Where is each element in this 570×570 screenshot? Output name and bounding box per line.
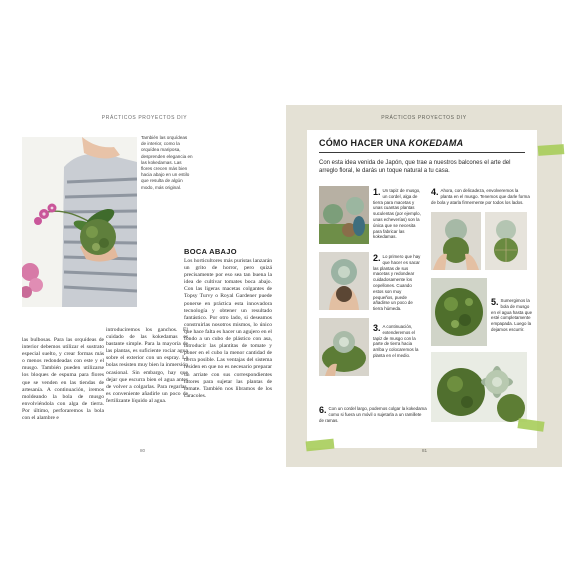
section-title: BOCA ABAJO xyxy=(184,247,237,256)
page-header: PRÁCTICOS PROYECTOS DIY xyxy=(381,115,467,121)
title-emphasis: KOKEDAMA xyxy=(408,138,464,148)
step-description: Lo primero que hay que hacer es sacar las plantas de sus macetas y redondear cuidadosamente los cepellones. Cuando estos son muy pequeños, puede añadirse un poco de tierra húmeda. xyxy=(373,254,421,312)
step-number: 5. xyxy=(491,297,499,307)
left-page xyxy=(8,105,281,467)
step-3-photo xyxy=(319,318,369,376)
step-4-text xyxy=(431,188,531,205)
tape-strip xyxy=(538,144,565,156)
step-description: A continuación, extenderemos el tapiz de musgo con la parte de tierra hacia arriba y colocaremos la planta en el medio. xyxy=(373,324,419,358)
card-title xyxy=(319,138,463,148)
card-intro: Con esta idea venida de Japón, que trae a nuestros balcones el arte del arreglo floral, le darás un toque natural a tu casa. xyxy=(319,160,511,174)
step-number: 1. xyxy=(373,187,381,197)
step-description: Sumergimos la bola de musgo en el agua hasta que esté completamente empapada. Luego la dejamos escurrir. xyxy=(491,298,533,332)
title-prefix: CÓMO HACER UNA xyxy=(319,138,409,148)
page-number: 80 xyxy=(140,448,146,453)
page-header: PRÁCTICOS PROYECTOS DIY xyxy=(101,115,188,121)
right-page xyxy=(286,105,562,467)
step-5-photo xyxy=(431,278,487,346)
step-3-text xyxy=(373,324,423,359)
page-number: 81 xyxy=(422,448,428,453)
step-number: 2. xyxy=(373,253,381,263)
body-text-column: las bulbosas. Para las orquídeas de interior debemos utilizar el sustrato especial suelto, y crear formas más o menos redondeadas con este y el musgo. También pueden utilizarse los bloques de espuma para flores que se venden en las tiendas de artesanía. A continuación, iremos moldeando la bola de musgo envolviéndola con alga de tierra. Por último, perforaremos la bola con el alambre e xyxy=(22,337,104,422)
title-divider xyxy=(319,152,525,153)
step-description: Ahora, con delicadeza, envolveremos la planta en el musgo. Tenemos que darle forma de bola y atarla firmemente por todos los lados. xyxy=(431,188,530,205)
finished-kokedama-photo xyxy=(431,352,527,422)
step-number: 6. xyxy=(319,405,327,415)
step-2-photo xyxy=(319,252,369,310)
step-1-photo xyxy=(319,186,369,244)
step-5-text xyxy=(491,298,533,333)
photo-caption: También las orquídeas de interior, como la orquídea mariposa, desprenden elegancia en las kokedamas. Las flores crecen más bien hacia abajo en un estilo que resulta de algún modo, más original. xyxy=(141,135,193,190)
step-2-text xyxy=(373,254,423,312)
step-1-text xyxy=(373,188,423,240)
tape-strip xyxy=(306,439,335,452)
step-description: Con un cordel largo, podemos colgar la kokedama como si fuera un móvil o sujetarla a un ramillete de ramas. xyxy=(319,406,427,423)
step-4-photo-a xyxy=(431,212,481,270)
instructions-card xyxy=(307,130,537,448)
step-6-text xyxy=(319,406,427,423)
step-4-photo-b xyxy=(485,212,527,270)
step-number: 4. xyxy=(431,187,439,197)
body-text-column: introduciremos los ganchos. El cuidado de las kokedamas es bastante simple. Para la mayoría de las plantas, es suficiente rociar agua sobre el exterior con un espray. La bolas resisten muy bien la inmersión ocasional. Sin embargo, hay que dejar que escurra bien el agua antes de volver a colgarlas. Para regarlas, es conveniente añadirle un poco de fertilizante líquido al agua. xyxy=(106,327,188,404)
orchid-kokedama-photo xyxy=(22,137,137,307)
step-description: Un tapiz de musgo, un cordel, alga de tierra para macetas y unas cuantas plantas suculentas (por ejemplo, unas echeverías) son la única que se necesita para fabricar las kokedamas. xyxy=(373,188,421,240)
step-number: 3. xyxy=(373,323,381,333)
body-text-column: Los horticultores más puristas lanzarán un grito de horror, pero quizá precisamente por eso sea tan buena la idea de cultivar tomates boca abajo. Con las ligeras macetas colgantes de Topsy Turvy o Royal Gardener puede ponerse en práctica esta innovadora tecnología y obtener un resultado fantástico. Por otro lado, si deseamos construirlas nosotros mismos, lo único que hace falta es hacer un agujero en el fondo a un cubo de plástico con asa, introducir las plantitas de tomate y poner en el cubo la menor cantidad de tierra posible. Las ventajas del sistema residen en que no es necesario preparar un arriate con sus correspondientes tutores para sujetar las plantas de tomate. También nos libramos de los caracoles. xyxy=(184,258,272,399)
